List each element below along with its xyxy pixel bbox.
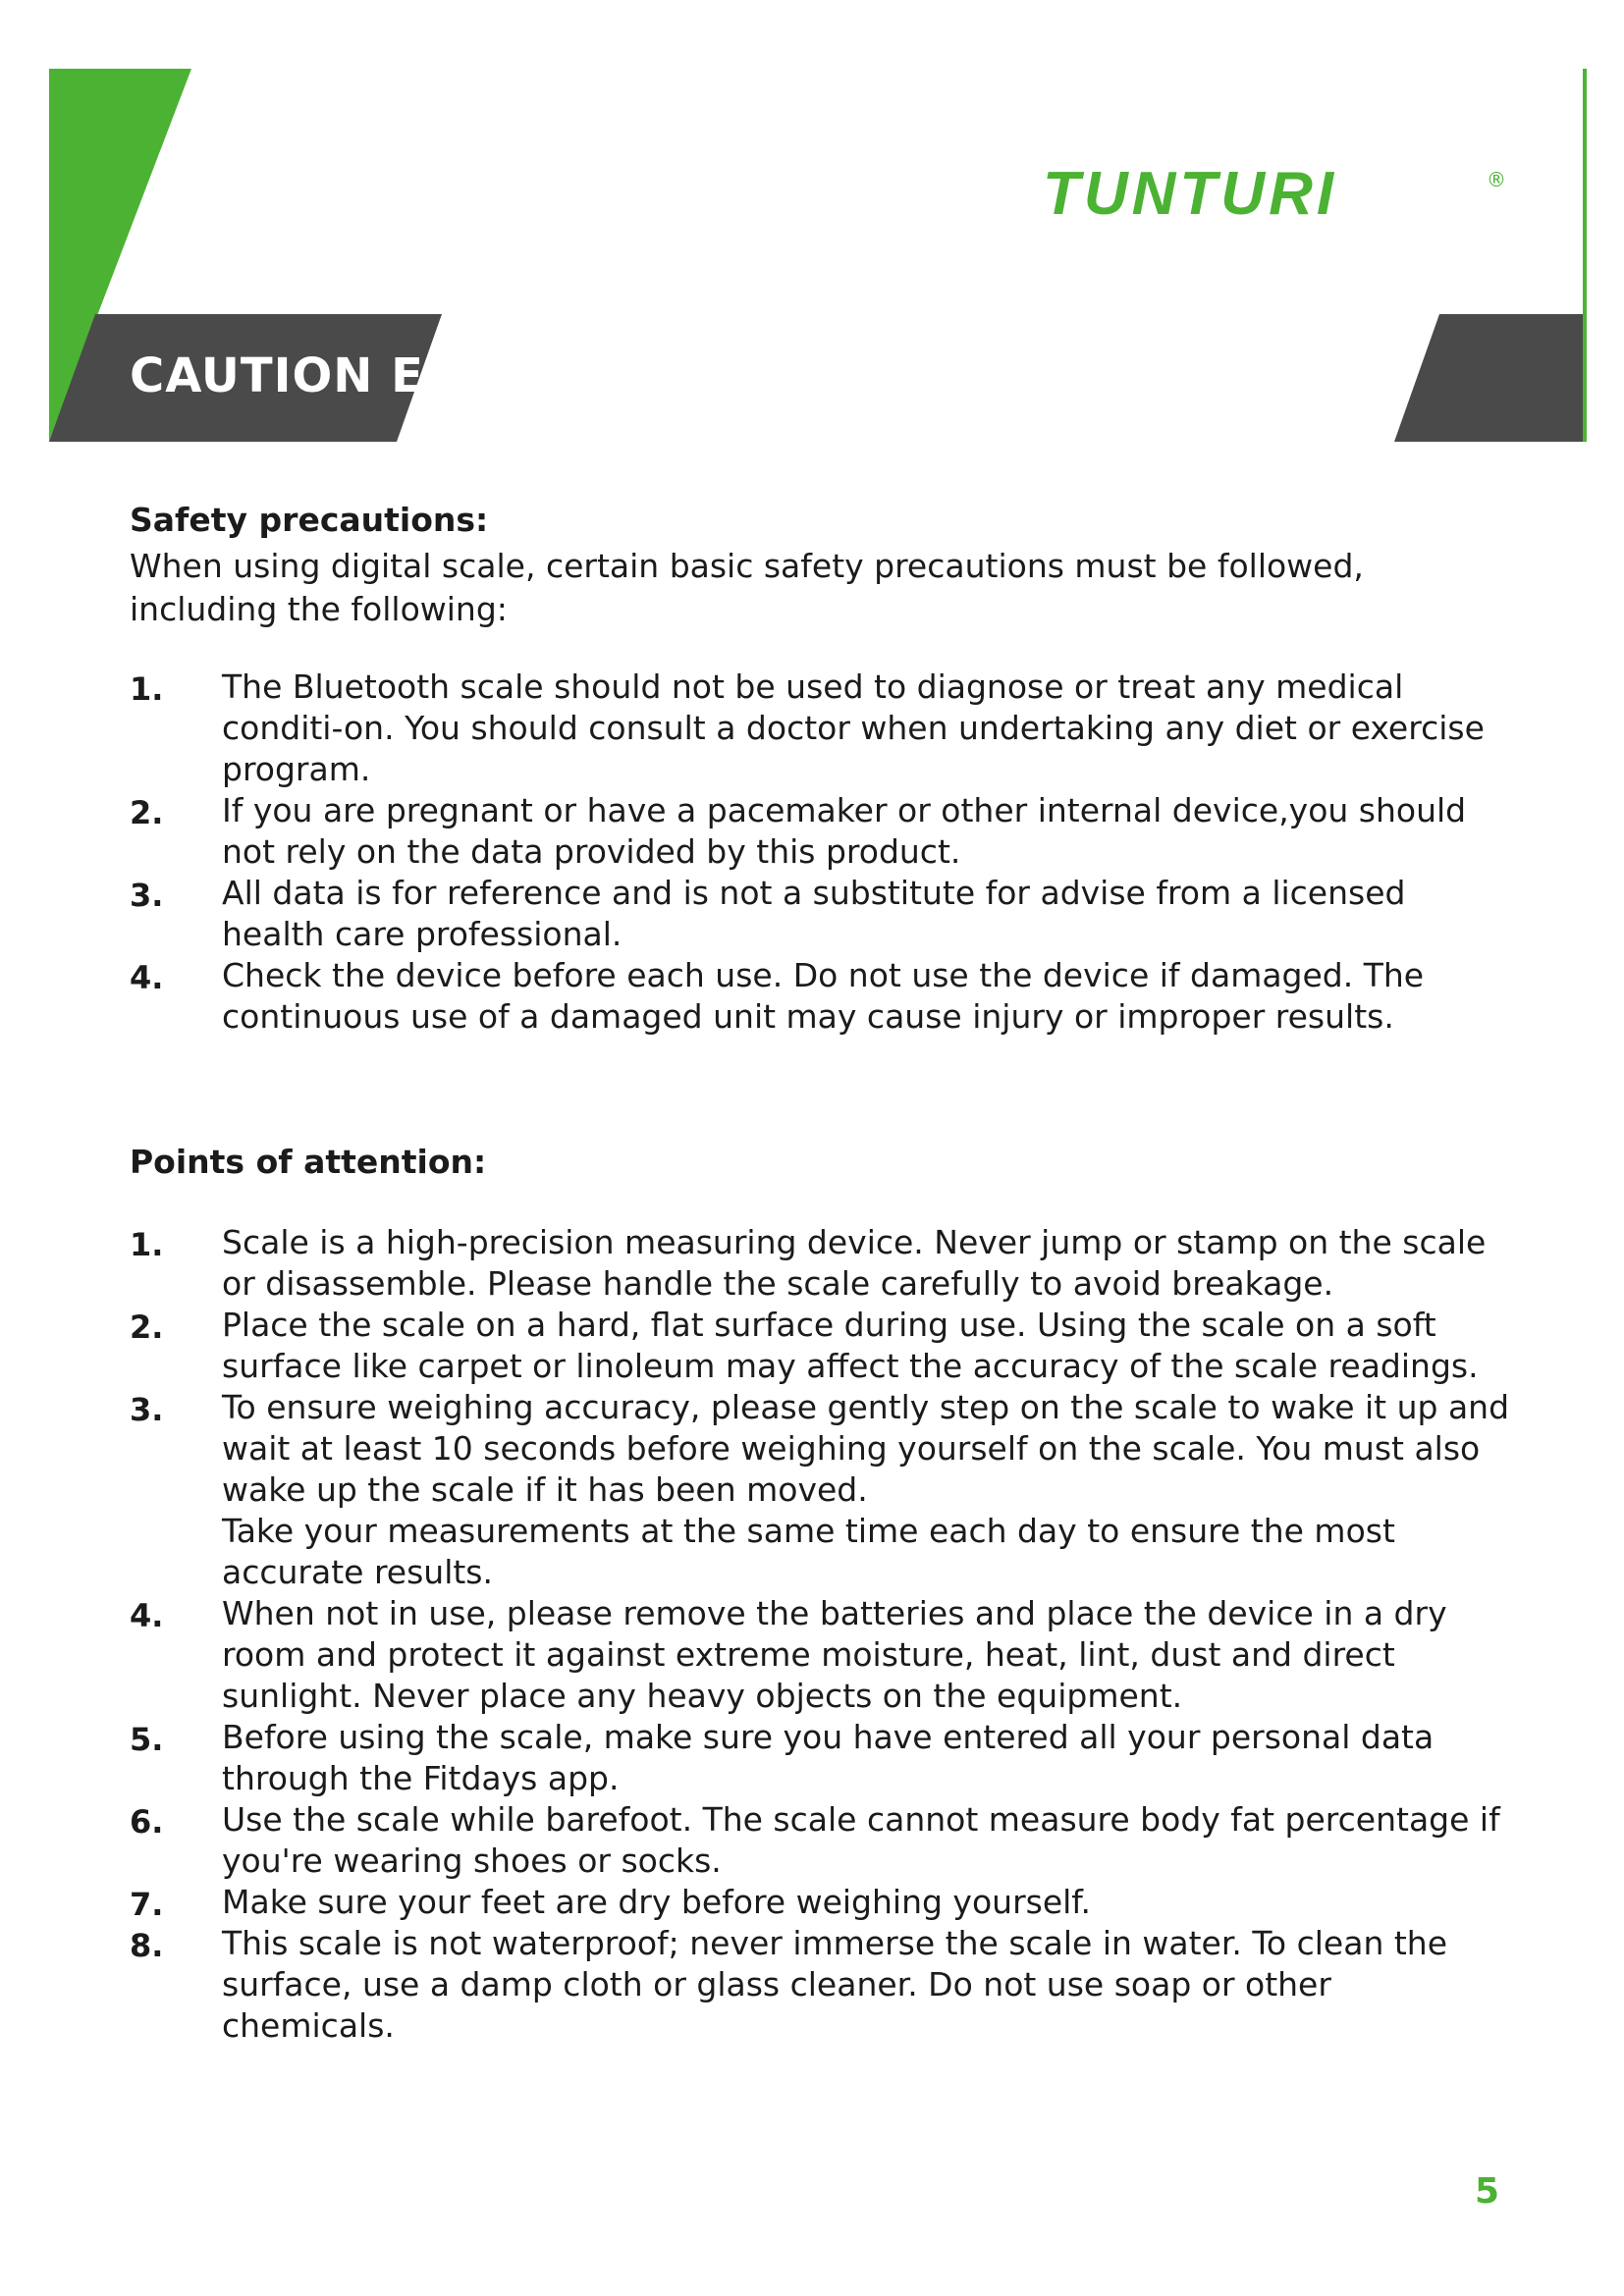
right-dark-banner	[1394, 314, 1585, 442]
list-item	[130, 1305, 1514, 1387]
list-item	[130, 955, 1514, 1038]
page-number: 5	[1475, 2171, 1500, 2212]
item-text: Use the scale while barefoot. The scale cannot measure body fat percentage if you're wearing shoes or socks.	[222, 1800, 1500, 1880]
item-number: 4.	[130, 1597, 164, 1634]
item-number: 1.	[130, 1226, 164, 1263]
list-item	[130, 1593, 1514, 1717]
item-text: Check the device before each use. Do not use the device if damaged. The continuous use of a damaged unit may cause injury or improper results.	[222, 956, 1425, 1036]
item-number: 1.	[130, 670, 164, 708]
safety-list	[130, 667, 1514, 1038]
svg-text:®: ®	[1487, 168, 1506, 191]
list-item	[130, 1222, 1514, 1305]
item-text: To ensure weighing accuracy, please gently step on the scale to wake it up and wait at least 10 seconds before weighing yourself on the scale. You must also wake up the scale if it has been moved.	[222, 1388, 1510, 1509]
attention-section	[130, 1143, 1514, 2047]
list-item	[130, 1799, 1514, 1882]
safety-heading: Safety precautions:	[130, 501, 489, 539]
banner-title: CAUTION EN	[130, 348, 465, 403]
list-item	[130, 1717, 1514, 1799]
list-item	[130, 1387, 1514, 1593]
item-text: Scale is a high-precision measuring device. Never jump or stamp on the scale or disassemble. Please handle the scale carefully to avoid breakage.	[222, 1223, 1487, 1303]
item-text: If you are pregnant or have a pacemaker or other internal device,you should not rely on the data provided by this product.	[222, 791, 1467, 871]
item-number: 3.	[130, 877, 164, 914]
item-text: Make sure your feet are dry before weighing yourself.	[222, 1883, 1092, 1921]
list-item	[130, 873, 1514, 955]
item-number: 2.	[130, 794, 164, 831]
safety-section	[130, 501, 1514, 1038]
item-text: Before using the scale, make sure you have entered all your personal data through the Fitdays app.	[222, 1718, 1435, 1797]
item-number: 3.	[130, 1391, 164, 1428]
item-number: 2.	[130, 1308, 164, 1346]
item-text: The Bluetooth scale should not be used to diagnose or treat any medical conditi-on. You should consult a doctor when undertaking any diet or exercise program.	[222, 667, 1485, 788]
item-text: This scale is not waterproof; never immerse the scale in water. To clean the surface, use a damp cloth or glass cleaner. Do not use soap or other chemicals.	[222, 1924, 1448, 2045]
safety-intro: When using digital scale, certain basic safety precautions must be followed, including the following:	[130, 547, 1364, 628]
item-number: 4.	[130, 959, 164, 996]
list-item	[130, 790, 1514, 873]
banner-clip	[0, 314, 465, 432]
item-number: 6.	[130, 1803, 164, 1841]
attention-heading: Points of attention:	[130, 1143, 487, 1181]
attention-list	[130, 1222, 1514, 2047]
right-green-edge	[1583, 69, 1587, 442]
list-item	[130, 1923, 1514, 2047]
item-extra-text: Take your measurements at the same time each day to ensure the most accurate results.	[222, 1512, 1395, 1591]
list-item	[130, 1882, 1514, 1923]
item-text: All data is for reference and is not a substitute for advise from a licensed health care professional.	[222, 874, 1406, 953]
item-text: When not in use, please remove the batteries and place the device in a dry room and protect it against extreme moisture, heat, lint, dust and direct sunlight. Never place any heavy objects on the equipment.	[222, 1594, 1447, 1715]
svg-text:TUNTURI: TUNTURI	[1043, 160, 1338, 228]
tunturi-logo	[1043, 157, 1514, 226]
item-number: 5.	[130, 1721, 164, 1758]
item-number: 7.	[130, 1886, 164, 1923]
item-number: 8.	[130, 1927, 164, 1964]
list-item	[130, 667, 1514, 790]
item-text: Place the scale on a hard, flat surface during use. Using the scale on a soft surface like carpet or linoleum may affect the accuracy of the scale readings.	[222, 1306, 1479, 1385]
